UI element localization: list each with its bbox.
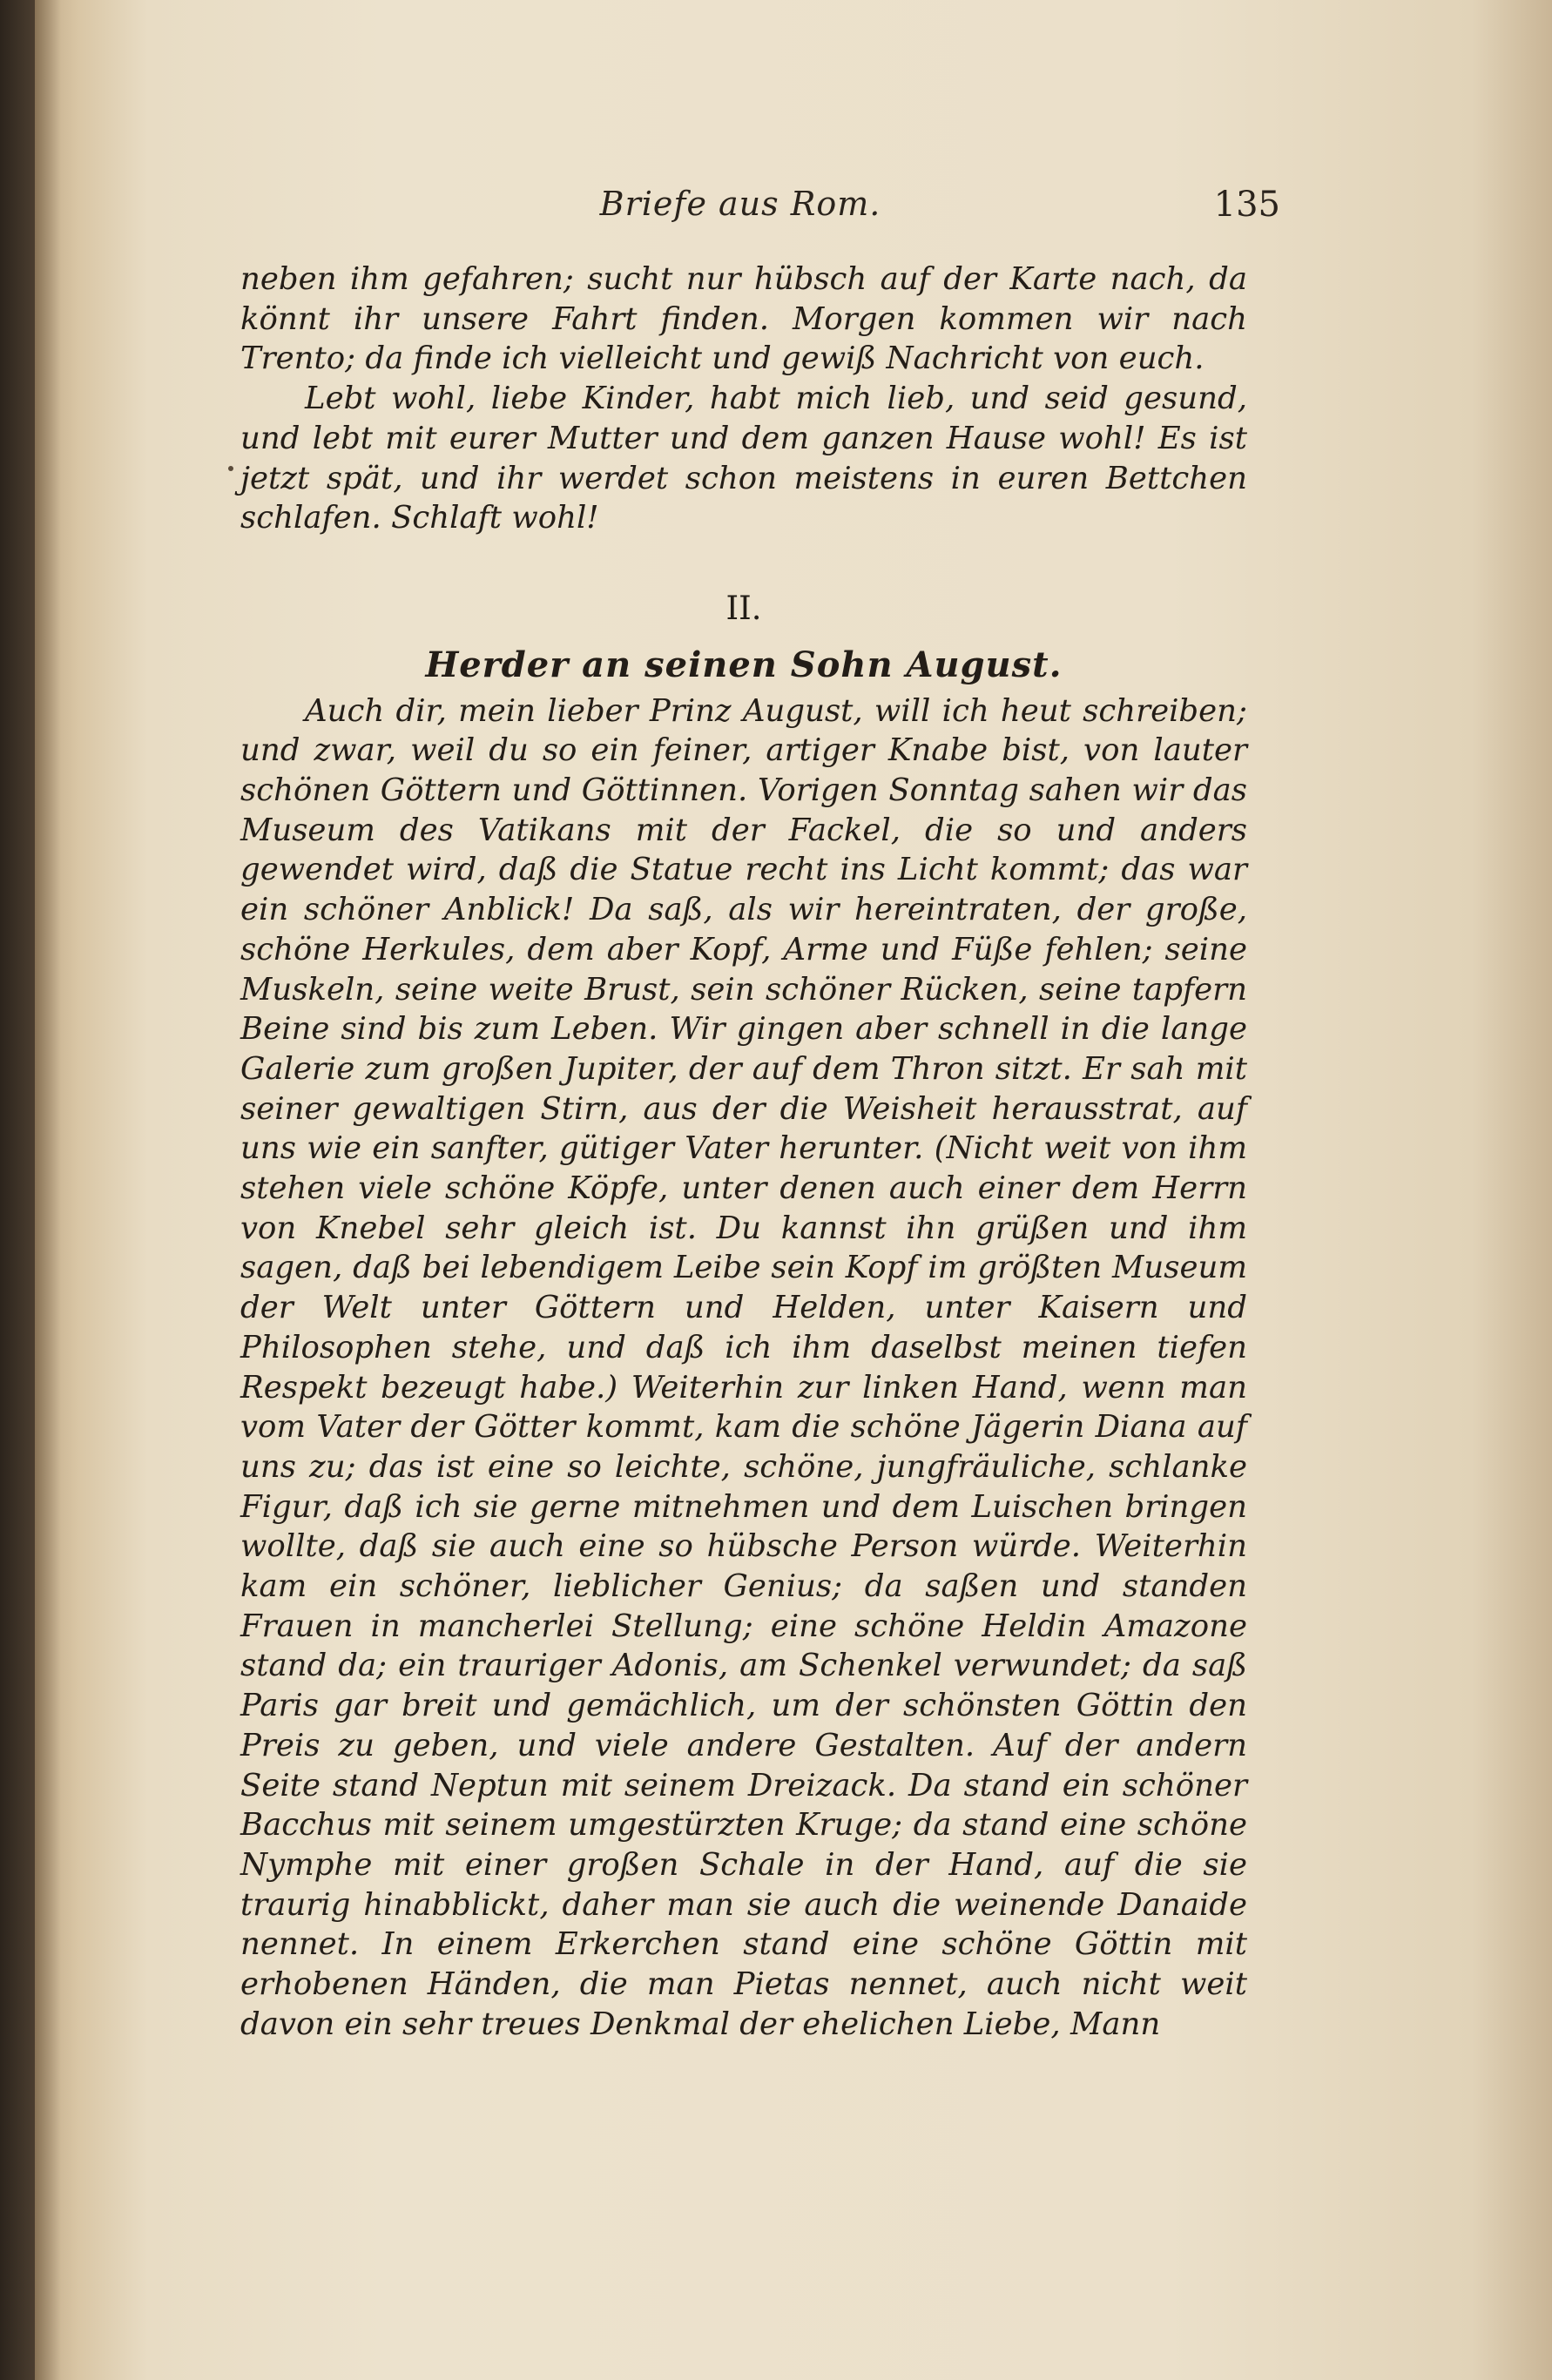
letter-heading: Herder an seinen Sohn August. bbox=[425, 644, 1063, 685]
page-number: 135 bbox=[1213, 185, 1280, 225]
scan-background-edge bbox=[0, 0, 35, 2380]
page-body bbox=[240, 260, 1247, 2045]
paragraph-farewell: Lebt wohl, liebe Kinder, habt mich lieb, und seid gesund, und lebt mit eurer Mutter und dem ganzen Hause wohl! Es ist jetzt spät, und ihr werdet schon meistens in euren Bettchen schlafen. Schlaft wohl! bbox=[240, 381, 1247, 536]
paragraph-continuation: neben ihm gefahren; sucht nur hübsch auf der Karte nach, da könnt ihr unsere Fahrt finden. Morgen kommen wir nach Trento; da finde ich vielleicht und gewiß Nachricht von euch. bbox=[240, 261, 1247, 377]
gutter-shadow bbox=[35, 0, 61, 2380]
letter-number: II. bbox=[725, 589, 762, 627]
running-header bbox=[200, 185, 1280, 237]
running-title: Briefe aus Rom. bbox=[599, 185, 881, 223]
margin-dot-mark bbox=[228, 466, 233, 471]
letter-body: Auch dir, mein lieber Prinz August, will ich heut schreiben; und zwar, weil du so ein feiner, artiger Knabe bist, von lauter schönen Göttern und Göttinnen. Vorigen Sonntag sahen wir das Museum des Vatikans mit der Fackel, die so und anders gewendet wird, daß die Statue recht ins Licht kommt; das war ein schöner Anblick! Da saß, als wir hereintraten, der große, schöne Herkules, dem aber Kopf, Arme und Füße fehlen; seine Muskeln, seine weite Brust, sein schöner Rücken, seine tapfern Beine sind bis zum Leben. Wir gingen aber schnell in die lange Galerie zum großen Jupiter, der auf dem Thron sitzt. Er sah mit seiner gewaltigen Stirn, aus der die Weisheit herausstrat, auf uns wie ein sanfter, gütiger Vater herunter. (Nicht weit von ihm stehen viele schöne Köpfe, unter denen auch einer dem Herrn von Knebel sehr gleich ist. Du kannst ihn grüßen und ihm sagen, daß bei lebendigem Leibe sein Kopf im größten Museum der Welt unter Göttern und Helden, unter Kaisern und Philosophen stehe, und daß ich ihm daselbst meinen tiefen Respekt bezeugt habe.) Weiterhin zur linken Hand, wenn man vom Vater der Götter kommt, kam die schöne Jägerin Diana auf uns zu; das ist eine so leichte, schöne, jungfräuliche, schlanke Figur, daß ich sie gerne mitnehmen und dem Luischen bringen wollte, daß sie auch eine so hübsche Person würde. Weiterhin kam ein schöner, lieblicher Genius; da saßen und standen Frauen in mancherlei Stellung; eine schöne Heldin Amazone stand da; ein trauriger Adonis, am Schenkel verwundet; da saß Paris gar breit und gemächlich, um der schönsten Göttin den Preis zu geben, und viele andere Gestalten. Auf der andern Seite stand Neptun mit seinem Dreizack. Da stand ein schöner Bacchus mit seinem umgestürzten Kruge; da stand eine schöne Nymphe mit einer großen Schale in der Hand, auf die sie traurig hinabblickt, daher man sie auch die weinende Danaide nennet. In einem Erkerchen stand eine schöne Göttin mit erhobenen Händen, die man Pietas nennet, auch nicht weit davon ein sehr treues Denkmal der ehelichen Liebe, Mann bbox=[240, 692, 1247, 2042]
